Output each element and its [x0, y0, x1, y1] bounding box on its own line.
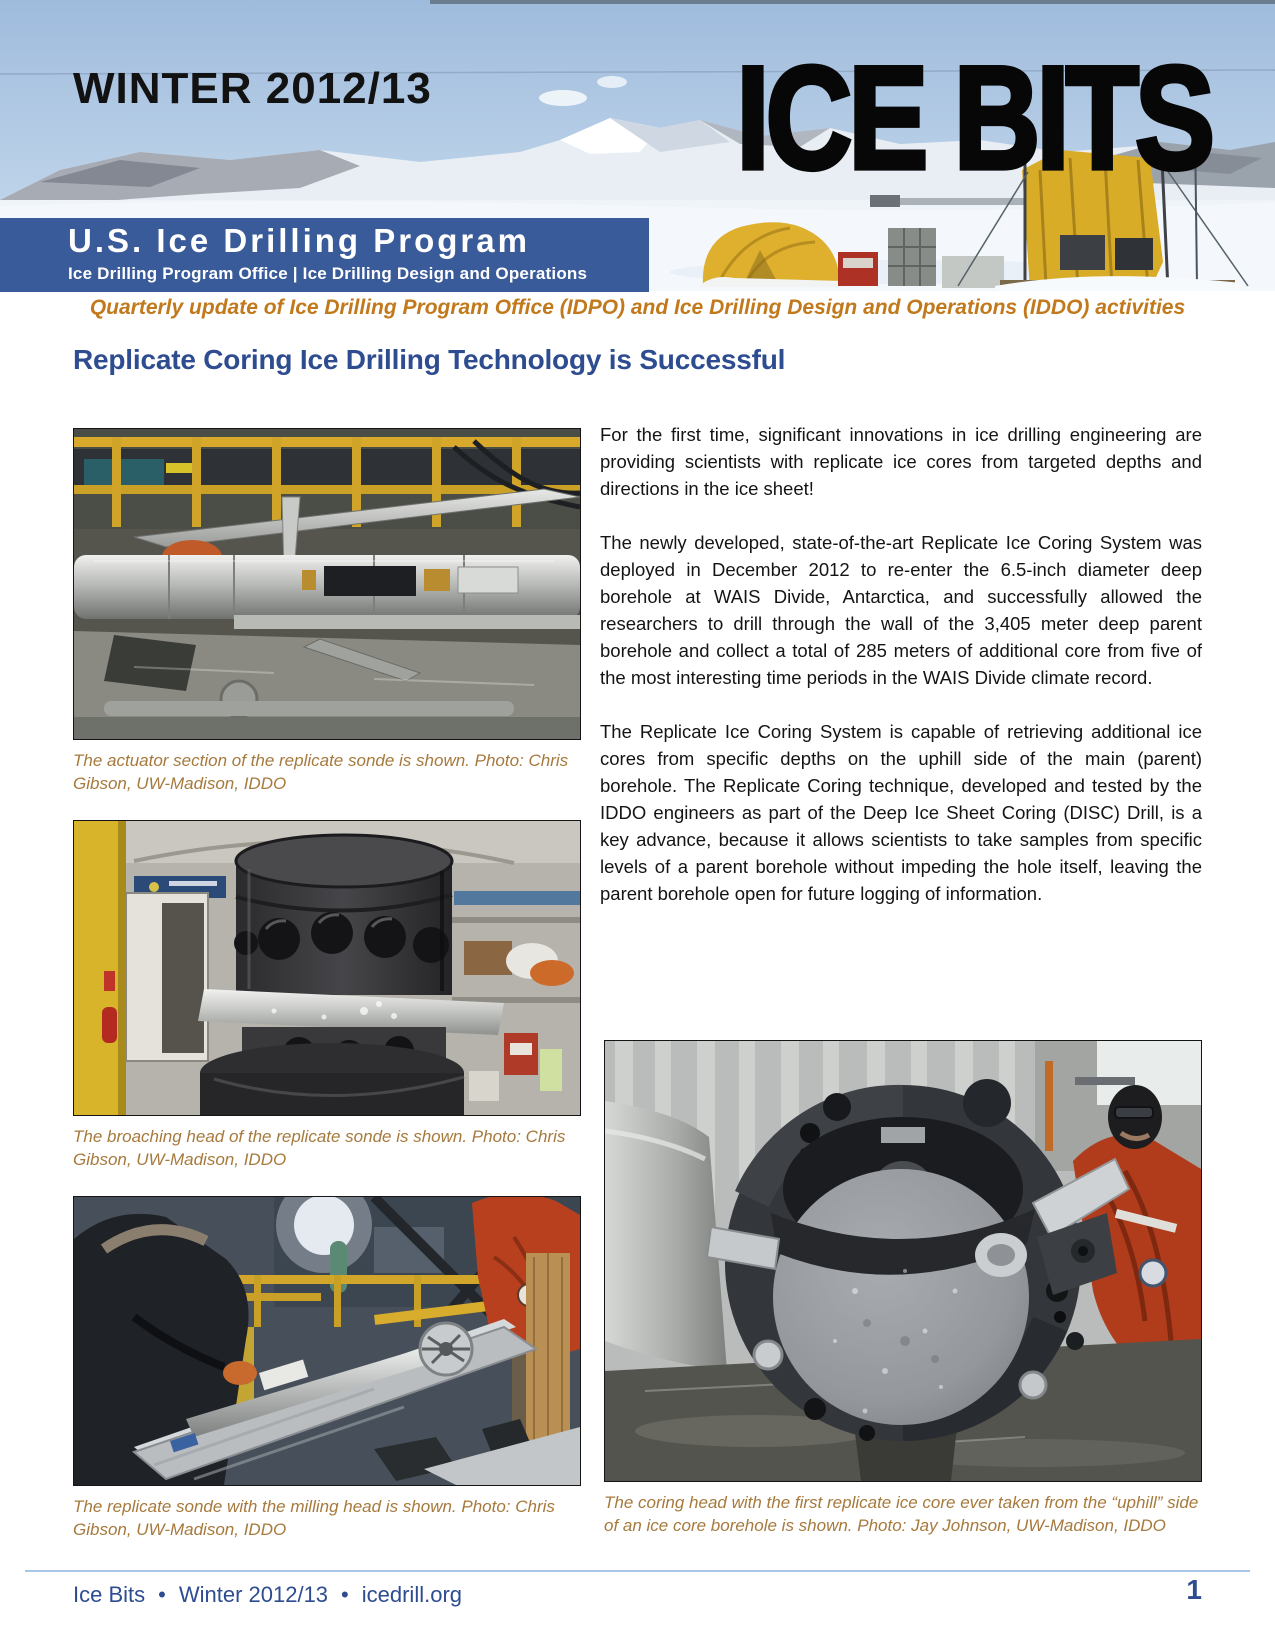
footer-issue: Winter 2012/13	[178, 1582, 329, 1607]
program-banner	[0, 218, 649, 292]
photo-caption: The coring head with the first replicate ice core ever taken from the “uphill” side of an ice core borehole is shown. Photo: Jay Johnson, UW-Madison, IDDO	[604, 1493, 1199, 1536]
actuator-section-illustration	[73, 428, 581, 740]
article-body	[600, 421, 1202, 934]
page-number: 1	[1186, 1574, 1202, 1605]
article-paragraph: The newly developed, state-of-the-art Replicate Ice Coring System was deployed in December 2012 to re-enter the 6.5-inch diameter deep borehole at WAIS Divide, Antarctica, and successfully allowed the researchers to drill through the wall of the 3,405 meter deep parent borehole and collect a total of 285 meters of additional core from five of the most interesting time periods in the WAIS Divide climate record.	[600, 532, 1202, 688]
photo-broaching-head	[73, 820, 579, 1172]
newsletter-tagline: Quarterly update of Ice Drilling Program Office (IDPO) and Ice Drilling Design and Operations (IDDO) activities	[89, 296, 1186, 319]
photo-caption: The broaching head of the replicate sonde is shown. Photo: Chris Gibson, UW-Madison, IDDO	[73, 1127, 566, 1170]
footer-separator: •	[341, 1582, 349, 1607]
photo-caption: The actuator section of the replicate sonde is shown. Photo: Chris Gibson, UW-Madison, IDDO	[73, 751, 569, 794]
masthead	[0, 0, 1275, 291]
broaching-head-illustration	[73, 820, 581, 1116]
program-banner-title: U.S. Ice Drilling Program	[68, 222, 530, 259]
article-headline: Replicate Coring Ice Drilling Technology is Successful	[73, 344, 786, 375]
newsletter-title: ICE BITS	[736, 36, 1211, 200]
footer-separator: •	[158, 1582, 166, 1607]
program-banner-subtitle: Ice Drilling Program Office | Ice Drilling Design and Operations	[68, 264, 588, 283]
footer-brand: Ice Bits	[73, 1582, 146, 1607]
article-paragraph: For the first time, significant innovations in ice drilling engineering are providing scientists with replicate ice cores from targeted depths and directions in the ice sheet!	[600, 424, 1202, 499]
footer-website: icedrill.org	[361, 1582, 463, 1607]
photo-coring-head	[604, 1040, 1202, 1538]
replicate-sonde-illustration	[73, 1196, 581, 1486]
issue-label: WINTER 2012/13	[73, 64, 432, 113]
article-paragraph: The Replicate Ice Coring System is capable of retrieving additional ice cores from specific depths on the uphill side of the main (parent) borehole. The Replicate Coring technique, developed and tested by the IDDO engineers as part of the Deep Ice Sheet Coring (DISC) Drill, is a key advance, because it allows scientists to take samples from specific levels of a parent borehole without impeding the hole itself, leaving the parent borehole open for future logging of information.	[600, 721, 1202, 904]
coring-head-illustration	[604, 1040, 1202, 1482]
photo-actuator-section	[73, 428, 579, 796]
footer-rule	[25, 1570, 1250, 1572]
photo-replicate-sonde	[73, 1196, 579, 1542]
footer-text	[73, 1582, 462, 1608]
photo-caption: The replicate sonde with the milling head is shown. Photo: Chris Gibson, UW-Madison, IDDO	[73, 1497, 555, 1540]
